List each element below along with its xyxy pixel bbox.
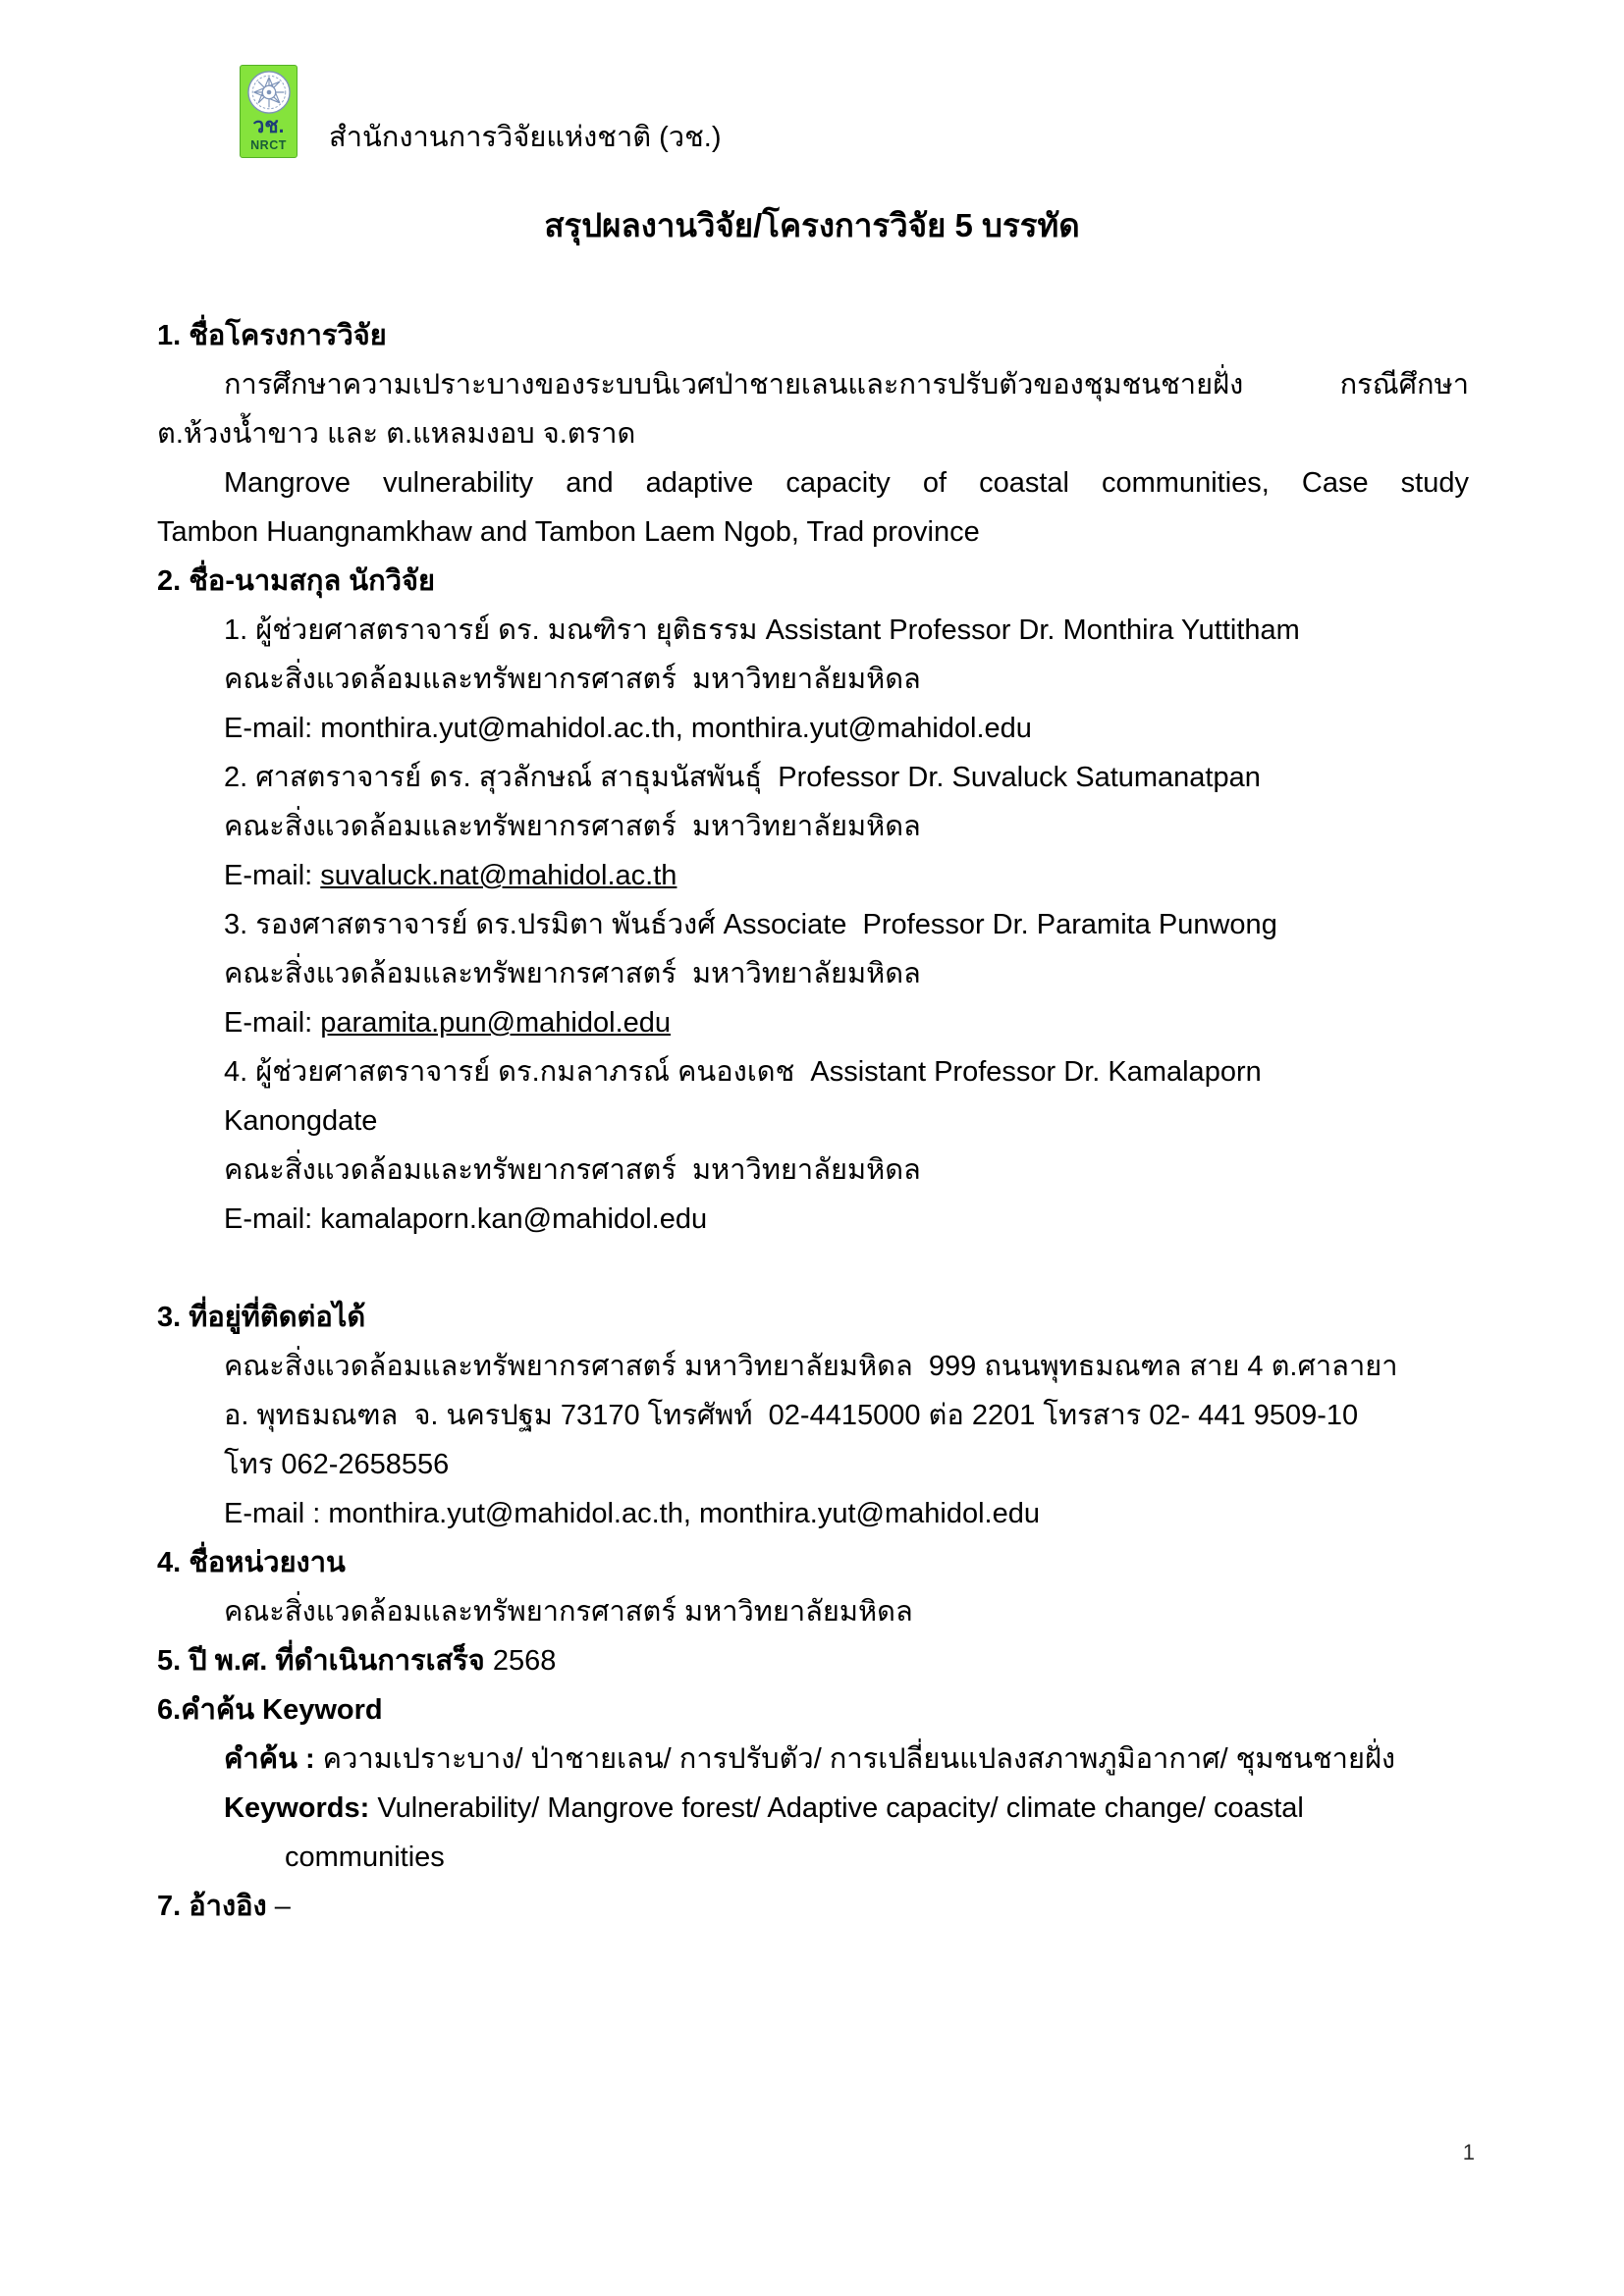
section7-heading: 7. อ้างอิง [157,1891,267,1922]
email-label: E-mail: [224,713,321,744]
section1-heading: 1. ชื่อโครงการวิจัย [157,320,387,351]
spacer [157,1244,1469,1293]
researcher3-affiliation: คณะสิ่งแวดล้อมและทรัพยากรศาสตร์ มหาวิทยาลัยมหิดล [224,958,921,989]
document-body [157,311,1469,1931]
section4-heading: 4. ชื่อหน่วยงาน [157,1547,346,1578]
researcher2-name: 2. ศาสตราจารย์ ดร. สุวลักษณ์ สาธุมนัสพันธุ์ Professor Dr. Suvaluck Satumanatpan [224,762,1261,793]
project-title-en-line2: Tambon Huangnamkhaw and Tambon Laem Ngob, Trad province [157,516,980,548]
section5-heading: 5. ปี พ.ศ. ที่ดำเนินการเสร็จ [157,1645,485,1677]
keywords-en: Vulnerability/ Mangrove forest/ Adaptive capacity/ climate change/ coastal [369,1792,1304,1824]
keywords-thai-label: คำค้น : [224,1743,315,1775]
page-number: 1 [1462,2140,1475,2164]
project-title-thai-tail: กรณีศึกษา [1339,369,1469,400]
project-title-thai-line1 [157,360,1469,409]
section7-dash: – [266,1891,291,1922]
section6-heading: 6.คำค้น Keyword [157,1694,383,1726]
keywords-en-line [157,1784,1469,1833]
researcher4-email: kamalaporn.kan@mahidol.edu [320,1203,708,1235]
researcher4-name-line2: Kanongdate [224,1105,378,1137]
email-label: E-mail: [224,1007,321,1039]
keywords-thai-line [157,1735,1469,1784]
researcher1-name: 1. ผู้ช่วยศาสตราจารย์ ดร. มณฑิรา ยุติธรรม Assistant Professor Dr. Monthira Yuttitham [224,614,1300,646]
researcher4-email-line [157,1195,1469,1244]
project-title-thai-main: การศึกษาความเปราะบางของระบบนิเวศป่าชายเลนและการปรับตัวของชุมชนชายฝั่ง [224,369,1244,400]
completion-year: 2568 [484,1645,557,1677]
keywords-thai: ความเปราะบาง/ ป่าชายเลน/ การปรับตัว/ การเปลี่ยนแปลงสภาพภูมิอากาศ/ ชุมชนชายฝั่ง [314,1743,1396,1775]
researcher2-affiliation: คณะสิ่งแวดล้อมและทรัพยากรศาสตร์ มหาวิทยาลัยมหิดล [224,811,921,842]
page-title: สรุปผลงานวิจัย/โครงการวิจัย 5 บรรทัด [544,207,1080,243]
researcher3-email-link[interactable]: paramita.pun@mahidol.edu [320,1007,672,1039]
researcher3-name: 3. รองศาสตราจารย์ ดร.ปรมิตา พันธ์วงศ์ Associate Professor Dr. Paramita Punwong [224,909,1277,940]
contact-phone: โทร 062-2658556 [224,1449,450,1480]
researcher4-affiliation: คณะสิ่งแวดล้อมและทรัพยากรศาสตร์ มหาวิทยาลัยมหิดล [224,1154,921,1186]
section5-heading-line [157,1636,1469,1685]
researcher1-email: monthira.yut@mahidol.ac.th, monthira.yut@mahidol.edu [320,713,1032,744]
logo-thai-abbrev: วช. [252,115,285,137]
agency-name: สำนักงานการวิจัยแห่งชาติ (วช.) [329,122,722,153]
email-label: E-mail: [224,1203,321,1235]
researcher2-email-link[interactable]: suvaluck.nat@mahidol.ac.th [320,860,677,891]
researcher2-email-line [157,851,1469,900]
section2-heading: 2. ชื่อ-นามสกุล นักวิจัย [157,565,435,597]
unit-name: คณะสิ่งแวดล้อมและทรัพยากรศาสตร์ มหาวิทยาลัยมหิดล [224,1596,913,1628]
researcher4-name: 4. ผู้ช่วยศาสตราจารย์ ดร.กมลาภรณ์ คนองเดช Assistant Professor Dr. Kamalaporn [224,1056,1262,1088]
logo-en-abbrev: NRCT [250,138,287,152]
contact-email: E-mail : monthira.yut@mahidol.ac.th, monthira.yut@mahidol.edu [224,1498,1040,1529]
header [240,65,1624,158]
contact-address-line1: คณะสิ่งแวดล้อมและทรัพยากรศาสตร์ มหาวิทยาลัยมหิดล 999 ถนนพุทธมณฑล สาย 4 ต.ศาลายา [224,1351,1398,1382]
keywords-en-label: Keywords: [224,1792,370,1824]
nrct-emblem-icon [246,70,292,115]
section7-heading-line [157,1882,1469,1931]
researcher3-email-line [157,998,1469,1047]
contact-address-line2: อ. พุทธมณฑล จ. นครปฐม 73170 โทรศัพท์ 02-4415000 ต่อ 2201 โทรสาร 02- 441 9509-10 [224,1400,1359,1431]
keywords-en-line2: communities [285,1842,445,1873]
email-label: E-mail: [224,860,321,891]
researcher1-email-line [157,704,1469,753]
project-title-thai-line2: ต.ห้วงน้ำขาว และ ต.แหลมงอบ จ.ตราด [157,418,636,450]
researcher1-affiliation: คณะสิ่งแวดล้อมและทรัพยากรศาสตร์ มหาวิทยาลัยมหิดล [224,664,921,695]
nrct-logo [240,65,298,158]
section3-heading: 3. ที่อยู่ที่ติดต่อได้ [157,1302,366,1333]
project-title-en-line1: Mangrove vulnerability and adaptive capacity of coastal communities, Case study [224,467,1469,499]
